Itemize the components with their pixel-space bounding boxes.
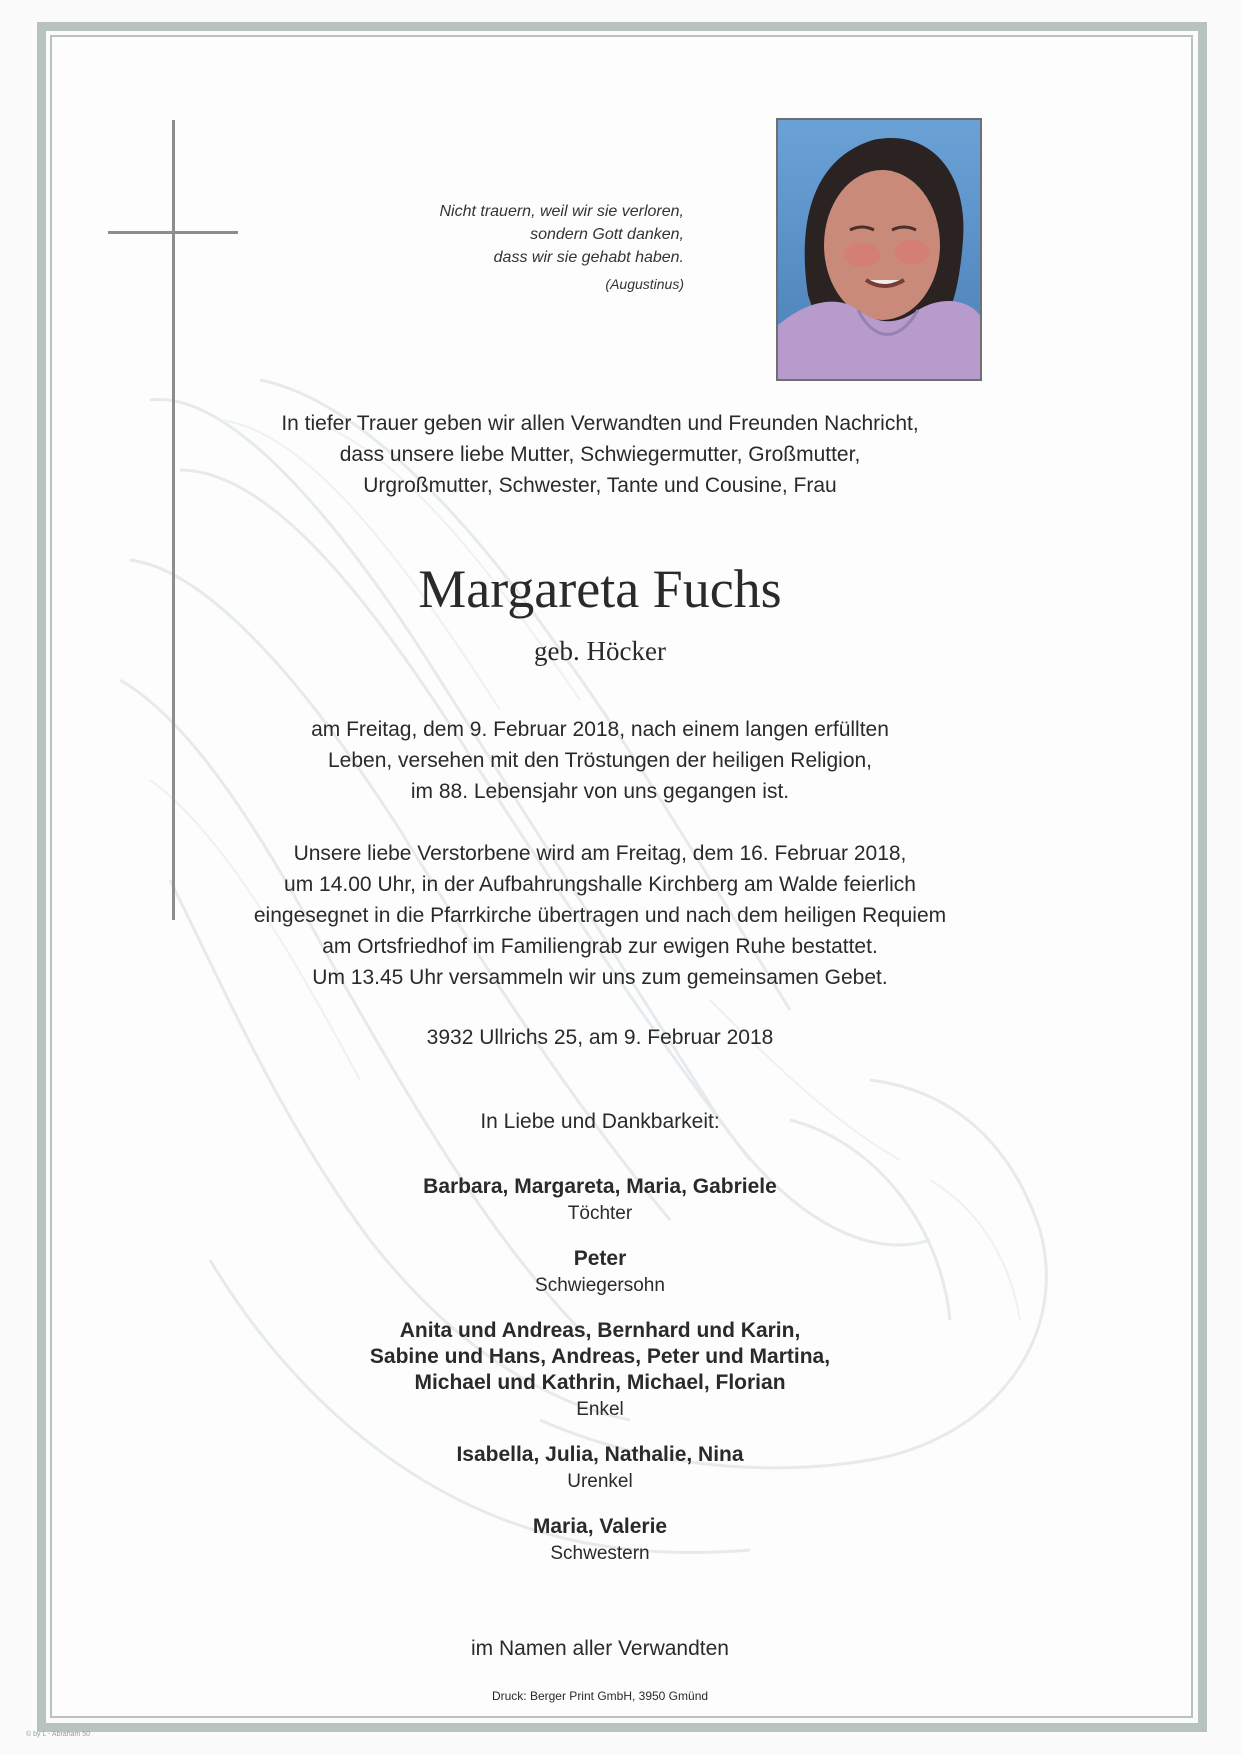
family-names: Sabine und Hans, Andreas, Peter und Martina, <box>369 1345 831 1368</box>
quote-source: (Augustinus) <box>605 276 684 292</box>
family-group-sisters <box>60 1514 1140 1568</box>
love-line: In Liebe und Dankbarkeit: <box>480 1110 720 1133</box>
death-line: Leben, versehen mit den Tröstungen der heiligen Religion, <box>327 749 873 772</box>
death-line: im 88. Lebensjahr von uns gegangen ist. <box>410 780 790 803</box>
family-names: Peter <box>573 1247 627 1270</box>
family-names: Michael und Kathrin, Michael, Florian <box>414 1371 786 1394</box>
quote-block <box>380 200 684 296</box>
deceased-name: Margareta Fuchs <box>418 559 782 619</box>
quote-line: Nicht trauern, weil wir sie verloren, <box>439 203 684 220</box>
on-behalf-line: im Namen aller Verwandten <box>471 1637 729 1660</box>
family-group-son-in-law <box>60 1246 1140 1300</box>
funeral-line: eingesegnet in die Pfarrkirche übertragen und nach dem heiligen Requiem <box>253 904 947 927</box>
quote-line: dass wir sie gehabt haben. <box>493 249 684 266</box>
family-relation: Urenkel <box>567 1471 633 1492</box>
cross-horizontal-bar <box>108 231 238 234</box>
family-names: Maria, Valerie <box>532 1515 668 1538</box>
death-line: am Freitag, dem 9. Februar 2018, nach einem langen erfüllten <box>311 718 889 741</box>
family-group-daughters <box>60 1174 1140 1228</box>
quote-line: sondern Gott danken, <box>530 226 684 243</box>
announcement-intro <box>60 408 1140 501</box>
family-relation: Enkel <box>576 1399 624 1420</box>
funeral-line: am Ortsfriedhof im Familiengrab zur ewigen Ruhe bestattet. <box>322 935 878 958</box>
family-names: Anita und Andreas, Bernhard und Karin, <box>399 1319 801 1342</box>
family-list <box>60 1174 1140 1586</box>
place-date: 3932 Ullrichs 25, am 9. Februar 2018 <box>426 1026 774 1049</box>
family-group-grandchildren <box>60 1318 1140 1424</box>
family-names: Isabella, Julia, Nathalie, Nina <box>456 1443 744 1466</box>
portrait-photo <box>776 118 982 381</box>
death-paragraph <box>60 714 1140 807</box>
copyright-note: © by L - Abraham 50 <box>26 1731 91 1738</box>
funeral-line: um 14.00 Uhr, in der Aufbahrungshalle Kirchberg am Walde feierlich <box>284 873 916 896</box>
family-names: Barbara, Margareta, Maria, Gabriele <box>423 1175 777 1198</box>
portrait-image <box>778 120 980 379</box>
maiden-name: geb. Höcker <box>534 636 666 666</box>
family-group-great-grandchildren <box>60 1442 1140 1496</box>
family-relation: Töchter <box>567 1203 633 1224</box>
intro-line: Urgroßmutter, Schwester, Tante und Cousine, Frau <box>363 474 837 497</box>
intro-line: In tiefer Trauer geben wir allen Verwandten und Freunden Nachricht, <box>281 412 919 435</box>
family-relation: Schwestern <box>550 1543 650 1564</box>
funeral-line: Unsere liebe Verstorbene wird am Freitag, dem 16. Februar 2018, <box>293 842 907 865</box>
intro-line: dass unsere liebe Mutter, Schwiegermutter, Großmutter, <box>339 443 861 466</box>
funeral-paragraph <box>60 838 1140 993</box>
funeral-line: Um 13.45 Uhr versammeln wir uns zum gemeinsamen Gebet. <box>312 966 888 989</box>
printer-credit: Druck: Berger Print GmbH, 3950 Gmünd <box>491 1689 709 1703</box>
family-relation: Schwiegersohn <box>535 1275 665 1296</box>
